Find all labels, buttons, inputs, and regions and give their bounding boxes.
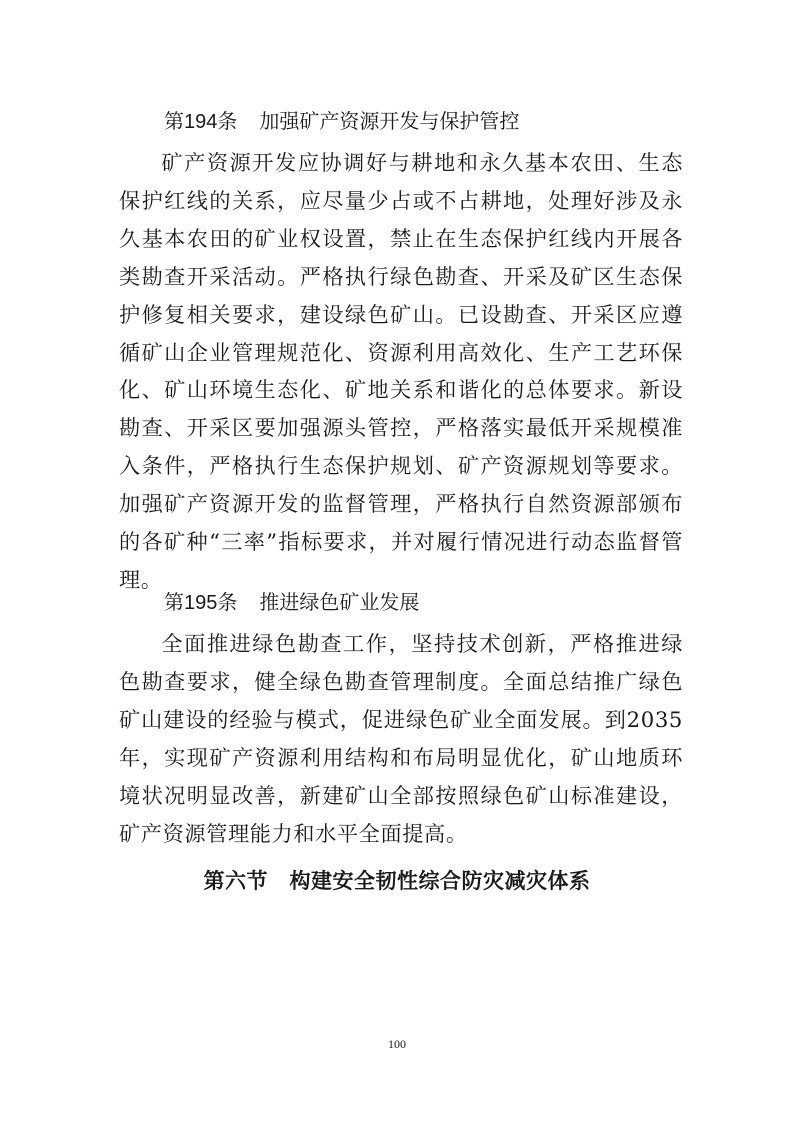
article-195-title: 推进绿色矿业发展: [259, 590, 420, 614]
article-194-heading: [164, 104, 519, 139]
article-195-body: 全面推进绿色勘查工作，坚持技术创新，严格推进绿色勘查要求，健全绿色勘查管理制度。全面总结推广绿色矿山建设的经验与模式，促进绿色矿业全面发展。到2035年，实现矿产资源利用结构和布局明显优化，矿山地质环境状况明显改善，新建矿山全部按照绿色矿山标准建设，矿产资源管理能力和水平全面提高。: [119, 631, 683, 846]
page-number: 100: [388, 1037, 406, 1051]
section-title: 第六节 构建安全韧性综合防灾减灾体系: [203, 869, 591, 893]
article-195-number: 第195条: [164, 592, 238, 614]
article-195-heading: [164, 585, 419, 620]
article-194-number: 第194条: [164, 111, 238, 133]
article-194-title: 加强矿产资源开发与保护管控: [259, 109, 520, 133]
article-194-body: 矿产资源开发应协调好与耕地和永久基本农田、生态保护红线的关系，应尽量少占或不占耕地，处理好涉及永久基本农田的矿业权设置，禁止在生态保护红线内开展各类勘查开采活动。严格执行绿色勘查、开采及矿区生态保护修复相关要求，建设绿色矿山。已设勘查、开采区应遵循矿山企业管理规范化、资源利用高效化、生产工艺环保化、矿山环境生态化、矿地关系和谐化的总体要求。新设勘查、开采区要加强源头管控，严格落实最低开采规模准入条件，严格执行生态保护规划、矿产资源规划等要求。加强矿产资源开发的监督管理，严格执行自然资源部颁布的各矿种“三率”指标要求，并对履行情况进行动态监督管理。: [119, 150, 683, 592]
